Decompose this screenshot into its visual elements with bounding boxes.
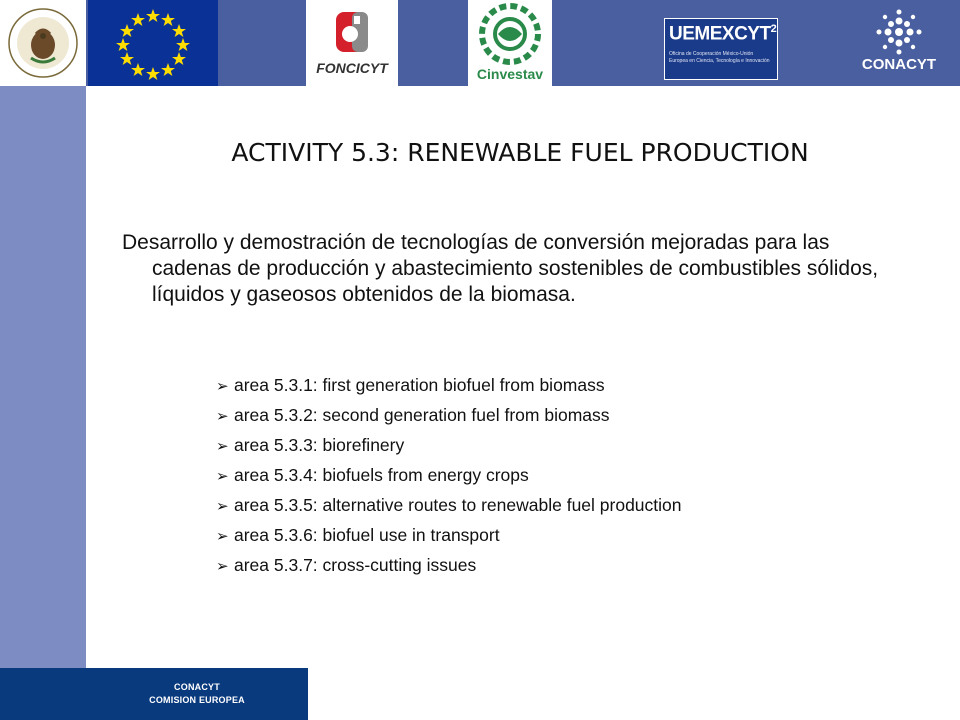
logo-band xyxy=(0,0,960,86)
arrow-bullet-icon: ➢ xyxy=(216,408,229,425)
foncicyt-label: FONCICYT xyxy=(316,60,388,76)
eagle-seal-icon xyxy=(0,0,86,86)
arrow-bullet-icon: ➢ xyxy=(216,528,229,545)
foncicyt-mark-icon xyxy=(306,0,398,60)
mexico-seal-logo xyxy=(0,0,86,86)
list-item xyxy=(216,461,682,491)
list-item xyxy=(216,521,682,551)
arrow-bullet-icon: ➢ xyxy=(216,498,229,515)
foncicyt-logo xyxy=(306,0,398,86)
slide-title: ACTIVITY 5.3: RENEWABLE FUEL PRODUCTION xyxy=(231,138,809,167)
conacyt-label: CONACYT xyxy=(861,56,937,73)
left-sidebar xyxy=(0,86,86,668)
list-item xyxy=(216,371,682,401)
footer-box xyxy=(86,668,308,720)
conacyt-logo xyxy=(838,0,960,86)
area-label: area 5.3.2: second generation fuel from biomass xyxy=(234,405,610,425)
cinvestav-label: Cinvestav xyxy=(476,66,544,82)
arrow-bullet-icon: ➢ xyxy=(216,378,229,395)
cinvestav-logo xyxy=(468,0,552,86)
uemexcyt-superscript: 2 xyxy=(770,23,777,35)
area-label: area 5.3.6: biofuel use in transport xyxy=(234,525,500,545)
eu-flag-logo xyxy=(88,0,218,86)
arrow-bullet-icon: ➢ xyxy=(216,438,229,455)
footer-line-2: COMISION EUROPEA xyxy=(149,695,245,705)
eu-stars-icon xyxy=(88,0,218,86)
uemexcyt-box xyxy=(664,18,778,80)
area-label: area 5.3.7: cross-cutting issues xyxy=(234,555,477,575)
uemexcyt-label: UEMEXCYT xyxy=(669,23,771,45)
uemexcyt-subtitle: Oficina de Cooperación México-Unión Europea en Ciencia, Tecnología e Innovación xyxy=(669,51,770,64)
area-label: area 5.3.4: biofuels from energy crops xyxy=(234,465,529,485)
footer-line-1: CONACYT xyxy=(174,682,220,692)
area-label: area 5.3.1: first generation biofuel from biomass xyxy=(234,375,605,395)
list-item xyxy=(216,431,682,461)
cinvestav-emblem-icon xyxy=(468,0,552,66)
arrow-bullet-icon: ➢ xyxy=(216,468,229,485)
conacyt-dots-icon xyxy=(838,0,960,56)
list-item xyxy=(216,551,682,581)
area-label: area 5.3.3: biorefinery xyxy=(234,435,405,455)
area-list xyxy=(216,371,682,581)
uemexcyt-logo xyxy=(630,0,782,86)
arrow-bullet-icon: ➢ xyxy=(216,558,229,575)
intro-paragraph: Desarrollo y demostración de tecnologías de conversión mejoradas para las cadenas de producción y abastecimiento sostenibles de combustibles sólidos, líquidos y gaseosos obtenidos de la biomasa. xyxy=(122,231,879,306)
area-label: area 5.3.5: alternative routes to renewable fuel production xyxy=(234,495,682,515)
list-item xyxy=(216,401,682,431)
list-item xyxy=(216,491,682,521)
footer-corner xyxy=(0,668,86,720)
